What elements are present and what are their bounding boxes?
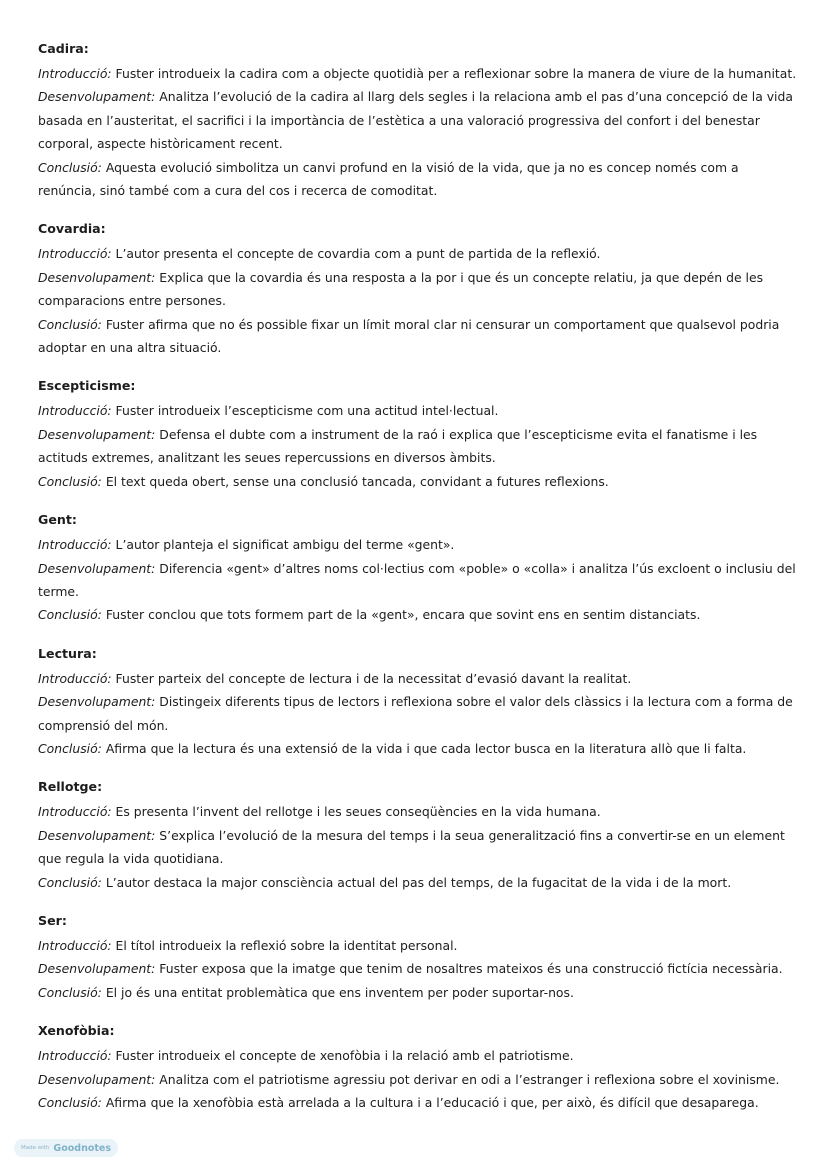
conclusion-paragraph-label: Conclusió: [38, 984, 102, 1000]
introduction-paragraph [38, 399, 798, 422]
development-paragraph-label: Desenvolupament: [38, 560, 156, 576]
conclusion-paragraph-text: Aquesta evolució simbolitza un canvi profund en la visió de la vida, que ja no es concep només com a renúncia, sinó també com a cura del cos i recerca de comoditat. [38, 159, 739, 199]
introduction-paragraph-label: Introducció: [38, 937, 112, 953]
section [38, 911, 798, 1004]
development-paragraph-label: Desenvolupament: [38, 89, 156, 105]
introduction-paragraph [38, 533, 798, 556]
section-title: Cadira: [38, 41, 89, 56]
development-paragraph [38, 85, 798, 155]
conclusion-paragraph [38, 981, 798, 1004]
conclusion-paragraph-text: El jo és una entitat problemàtica que ens inventem per poder suportar-nos. [105, 984, 574, 1000]
section [38, 219, 798, 359]
development-paragraph-text: Fuster exposa que la imatge que tenim de nosaltres mateixos és una construcció fictícia necessària. [159, 961, 783, 977]
introduction-paragraph-label: Introducció: [38, 804, 112, 820]
development-paragraph-text: Analitza l’evolució de la cadira al llarg dels segles i la relaciona amb el pas d’una concepció de la vida basada en l’austeritat, el sacrifici i la importància de l’estètica a una valoració progressiva del confort i del benestar corporal, aspecte històricament recent. [38, 89, 793, 152]
introduction-paragraph [38, 1044, 798, 1067]
conclusion-paragraph [38, 470, 798, 493]
development-paragraph-label: Desenvolupament: [38, 694, 156, 710]
conclusion-paragraph-text: Afirma que la xenofòbia està arrelada a la cultura i a l’educació i que, per això, és difícil que desaparega. [105, 1095, 759, 1110]
introduction-paragraph-label: Introducció: [38, 1048, 112, 1064]
development-paragraph [38, 824, 798, 871]
development-paragraph [38, 690, 798, 737]
section [38, 510, 798, 627]
introduction-paragraph-label: Introducció: [38, 66, 112, 81]
conclusion-paragraph-label: Conclusió: [38, 607, 102, 623]
section [38, 39, 798, 202]
document-page [38, 39, 798, 1131]
development-paragraph [38, 423, 798, 470]
section [38, 1021, 798, 1114]
conclusion-paragraph-label: Conclusió: [38, 473, 102, 489]
development-paragraph-text: Defensa el dubte com a instrument de la raó i explica que l’escepticisme evita el fanatisme i les actituds extremes, analitzant les seues repercussions en diversos àmbits. [38, 426, 758, 466]
conclusion-paragraph-text: L’autor destaca la major consciència actual del pas del temps, de la fugacitat de la vida i de la mort. [105, 874, 732, 890]
introduction-paragraph [38, 667, 798, 690]
development-paragraph-text: Distingeix diferents tipus de lectors i reflexiona sobre el valor dels clàssics i la lectura com a forma de comprensió del món. [38, 694, 793, 733]
development-paragraph [38, 957, 798, 980]
conclusion-paragraph [38, 737, 798, 760]
conclusion-paragraph [38, 871, 798, 894]
introduction-paragraph [38, 934, 798, 957]
introduction-paragraph-label: Introducció: [38, 403, 112, 419]
development-paragraph-label: Desenvolupament: [38, 426, 156, 442]
development-paragraph-label: Desenvolupament: [38, 827, 156, 843]
section-title: Ser: [38, 912, 67, 928]
introduction-paragraph-text: L’autor presenta el concepte de covardia com a punt de partida de la reflexió. [115, 246, 601, 262]
introduction-paragraph-text: Es presenta l’invent del rellotge i les seues conseqüències en la vida humana. [115, 804, 601, 820]
made-with-text: Made with [21, 1145, 50, 1151]
introduction-paragraph [38, 242, 798, 265]
introduction-paragraph-text: Fuster parteix del concepte de lectura i de la necessitat d’evasió davant la realitat. [115, 670, 632, 686]
conclusion-paragraph [38, 313, 798, 360]
introduction-paragraph-label: Introducció: [38, 246, 112, 262]
introduction-paragraph-label: Introducció: [38, 537, 112, 553]
sections-container [38, 39, 798, 1114]
development-paragraph-text: Diferencia «gent» d’altres noms col·lectius com «poble» o «colla» i analitza l’ús excloent o inclusiu del terme. [38, 560, 796, 599]
section [38, 376, 798, 493]
section-title: Lectura: [38, 645, 97, 661]
development-paragraph [38, 266, 798, 313]
conclusion-paragraph-label: Conclusió: [38, 874, 102, 890]
conclusion-paragraph-text: El text queda obert, sense una conclusió tancada, convidant a futures reflexions. [105, 473, 609, 489]
conclusion-paragraph-text: Fuster afirma que no és possible fixar un límit moral clar ni censurar un comportament que qualsevol podria adoptar en una altra situació. [38, 316, 780, 356]
conclusion-paragraph-label: Conclusió: [38, 740, 102, 756]
development-paragraph-text: Analitza com el patriotisme agressiu pot derivar en odi a l’estranger i reflexiona sobre el xovinisme. [159, 1071, 780, 1087]
development-paragraph-label: Desenvolupament: [38, 961, 156, 977]
development-paragraph [38, 1068, 798, 1091]
section-title: Rellotge: [38, 779, 103, 795]
section-title: Escepticisme: [38, 378, 136, 394]
section-title: Covardia: [38, 221, 106, 237]
section-title: Xenofòbia: [38, 1023, 115, 1039]
introduction-paragraph-text: El títol introdueix la reflexió sobre la identitat personal. [115, 937, 458, 953]
conclusion-paragraph-label: Conclusió: [38, 159, 102, 175]
introduction-paragraph [38, 62, 798, 85]
made-with-goodnotes-badge[interactable] [14, 1139, 118, 1157]
section [38, 644, 798, 761]
conclusion-paragraph [38, 603, 798, 626]
development-paragraph [38, 557, 798, 604]
section [38, 777, 798, 894]
conclusion-paragraph [38, 1091, 798, 1114]
conclusion-paragraph-label: Conclusió: [38, 316, 102, 332]
introduction-paragraph-text: Fuster introdueix el concepte de xenofòbia i la relació amb el patriotisme. [115, 1048, 574, 1064]
goodnotes-logo-text: Goodnotes [53, 1142, 112, 1154]
conclusion-paragraph-text: Afirma que la lectura és una extensió de la vida i que cada lector busca en la literatura allò que li falta. [105, 740, 747, 756]
introduction-paragraph-text: L’autor planteja el significat ambigu del terme «gent». [115, 537, 455, 553]
development-paragraph-text: Explica que la covardia és una resposta a la por i que és un concepte relatiu, ja que depén de les comparacions entre persones. [38, 269, 764, 309]
introduction-paragraph-text: Fuster introdueix l’escepticisme com una actitud intel·lectual. [115, 403, 499, 419]
introduction-paragraph-text: Fuster introdueix la cadira com a objecte quotidià per a reflexionar sobre la manera de viure de la humanitat. [115, 66, 797, 81]
development-paragraph-label: Desenvolupament: [38, 269, 156, 285]
development-paragraph-label: Desenvolupament: [38, 1071, 156, 1087]
introduction-paragraph [38, 800, 798, 823]
conclusion-paragraph-text: Fuster conclou que tots formem part de la «gent», encara que sovint ens en sentim distanciats. [105, 607, 701, 623]
conclusion-paragraph-label: Conclusió: [38, 1095, 102, 1110]
section-title: Gent: [38, 512, 77, 528]
development-paragraph-text: S’explica l’evolució de la mesura del temps i la seua generalització fins a convertir-se en un element que regula la vida quotidiana. [38, 827, 785, 867]
introduction-paragraph-label: Introducció: [38, 670, 112, 686]
conclusion-paragraph [38, 156, 798, 203]
